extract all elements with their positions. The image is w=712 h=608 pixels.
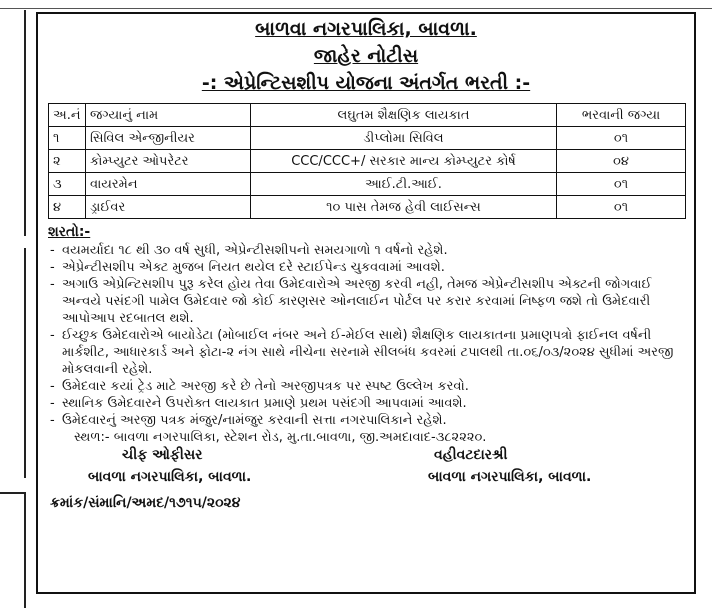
administrator-org: બાવળા નગરપાલિકા, બાવળા. [428, 469, 592, 485]
row-serial: ૧ [49, 127, 86, 150]
table-header-row [49, 104, 686, 127]
row-qualification: ૧૦ પાસ તેમજ હેવી લાઈસન્સ [251, 196, 557, 219]
chief-officer-org: બાવળા નગરપાલિકા, બાવળા. [88, 469, 252, 485]
administrator-title: વહીવટદારશ્રી [434, 447, 508, 463]
term-item: - એપ્રેન્ટીસશીપ એક્ટ મુજબ નિયત થયેલ દરે સ્ટાઈપેન્ડ ચુકવવામાં આવશે. [48, 259, 684, 276]
col-vacancies: ભરવાની જગ્યા [557, 104, 686, 127]
table-row [49, 196, 686, 219]
row-serial: ૪ [49, 196, 86, 219]
row-qualification: ડીપ્લોમા સિવિલ [251, 127, 557, 150]
row-serial: ૨ [49, 150, 86, 173]
posts-table [48, 103, 686, 219]
col-qualification: લઘુતમ શૈક્ષણિક લાયકાત [251, 104, 557, 127]
adjacent-clipping-border [0, 492, 26, 608]
row-post-name: ડ્રાઈવર [86, 196, 251, 219]
row-post-name: સિવિલ એન્જીનીયર [86, 127, 251, 150]
reference-number: ક્રમાંક/સંમાનિ/અમદ/૧૭૧૫/૨૦૨૪ [50, 495, 241, 511]
term-item: - ઈચ્છુક ઉમેદવારોએ બાયોડેટા (મોબાઈલ નંબર અને ઈ-મેઈલ સાથે) શૈક્ષણિક લાયકાતના પ્રમાણપત્રો ફાઈનલ વર્ષની માર્કશીટ, આધારકાર્ડ અને ફોટા-૨ નંગ સાથે નીચેના સરનામે સીલબંધ કવરમાં ટપાલથી તા.૦૬/૦૩/૨૦૨૪ સુધીમાં અરજી મોકલવાની રહેશે. [48, 327, 684, 378]
row-vacancies: ૦૪ [557, 150, 686, 173]
term-item: - વયમર્યાદા ૧૮ થી ૩૦ વર્ષ સુધી, એપ્રેન્ટીસશીપનો સમયગાળો ૧ વર્ષનો રહેશે. [48, 242, 684, 259]
col-serial: અ.નં [49, 104, 86, 127]
chief-officer-title: ચીફ ઓફીસર [122, 447, 203, 463]
notice-header [48, 16, 684, 97]
row-qualification: આઈ.ટી.આઈ. [251, 173, 557, 196]
col-post-name: જગ્યાનું નામ [86, 104, 251, 127]
adjacent-clipping-border [0, 10, 26, 236]
organization-title: બાળવા નગરપાલિકા, બાવળા. [255, 18, 477, 40]
row-vacancies: ૦૧ [557, 127, 686, 150]
terms-heading: શરતો:- [48, 224, 91, 240]
term-item: - સ્થાનિક ઉમેદવારને ઉપરોક્ત લાયકાત પ્રમાણે પ્રથમ પસંદગી આપવામાં આવશે. [48, 395, 684, 412]
row-qualification: CCC/CCC+/ સરકાર માન્ય કોમ્પ્યુટર કોર્ષ [251, 150, 557, 173]
table-row [49, 127, 686, 150]
adjacent-clipping-border [0, 248, 26, 478]
row-serial: ૩ [49, 173, 86, 196]
row-vacancies: ૦૧ [557, 196, 686, 219]
row-post-name: વાયરમેન [86, 173, 251, 196]
row-vacancies: ૦૧ [557, 173, 686, 196]
address-line: સ્થળ:- બાવળા નગરપાલિકા, સ્ટેશન રોડ, મુ.તા.બાવળા, જી.અમદાવાદ-૩૮૨૨૨૦. [74, 430, 487, 445]
table-row [49, 173, 686, 196]
terms-list [48, 242, 684, 429]
signature-block [48, 447, 684, 493]
notice-subject: -: એપ્રેન્ટિસશીપ યોજના અંતર્ગત ભરતી :- [201, 72, 531, 94]
term-item: - અગાઉ એપ્રેન્ટિસશીપ પુરૂ કરેલ હોય તેવા ઉમેદવારોએ અરજી કરવી નહી, તેમજ એપ્રેન્ટીસશીપ એક્ટની જોગવાઈ અન્વયે પસંદગી પામેલ ઉમેદવાર જો કોઈ કારણસર ઓનલાઈન પોર્ટલ પર કરાર કરવામાં નિષ્ફળ જશે તો ઉમેદવારી આપોઆપ રદબાતલ થશે. [48, 276, 684, 327]
public-notice [36, 12, 696, 594]
adjacent-clipping-edge [0, 0, 712, 9]
term-item: - ઉમેદવારનું અરજી પત્રક મંજુર/નામંજુર કરવાની સત્તા નગરપાલિકાને રહેશે. [48, 412, 684, 429]
term-item: - ઉમેદવાર કયાં ટ્રેડ માટે અરજી કરે છે તેનો અરજીપત્રક પર સ્પષ્ટ ઉલ્લેખ કરવો. [48, 378, 684, 395]
row-post-name: કોમ્પ્યુટર ઓપરેટર [86, 150, 251, 173]
notice-title: જાહેર નોટીસ [313, 45, 419, 67]
table-row [49, 150, 686, 173]
